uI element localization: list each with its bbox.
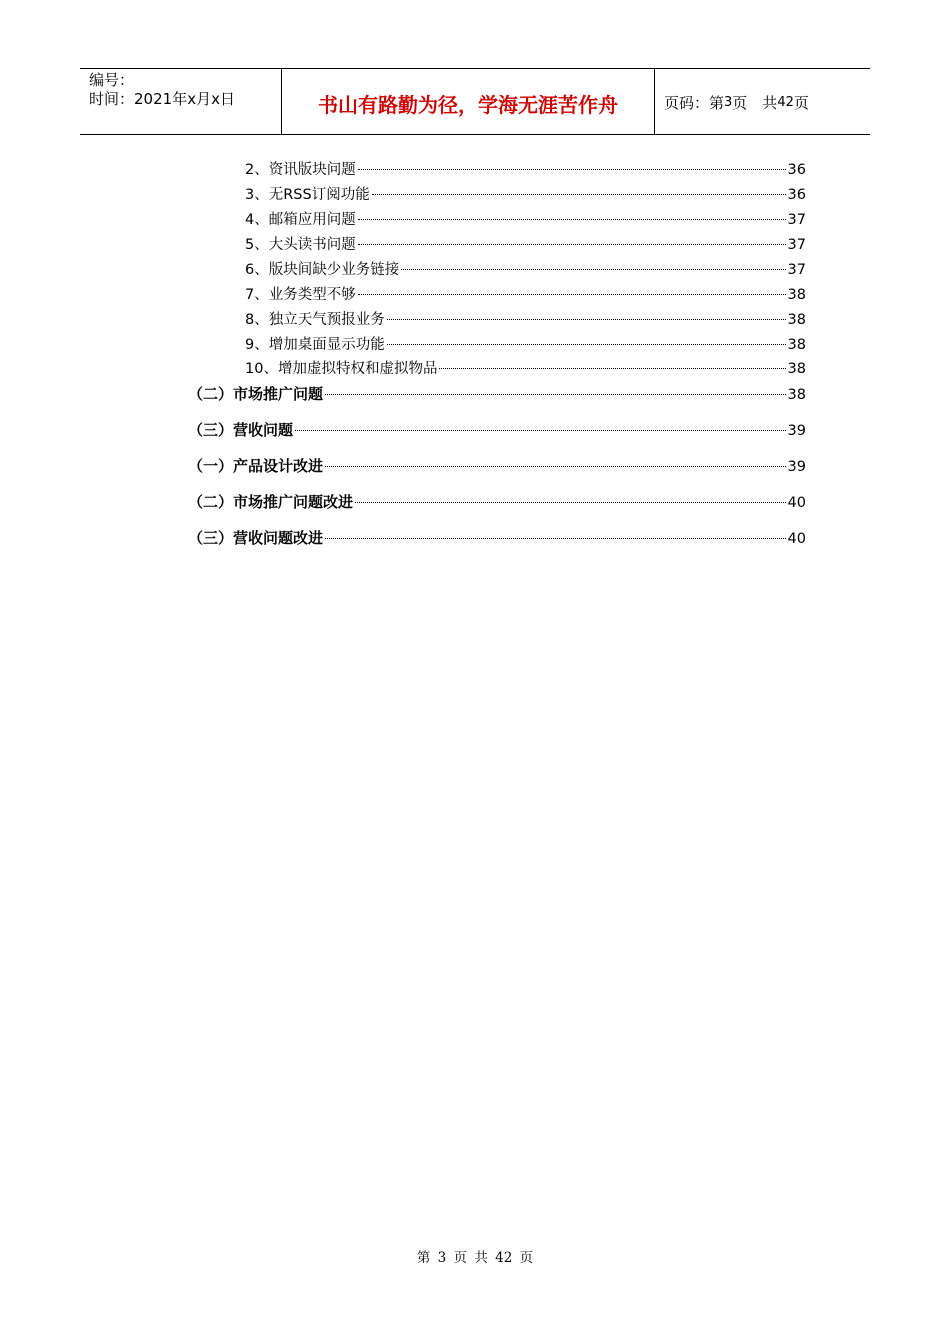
toc-entry-page: 40 <box>787 495 806 511</box>
toc-entry-page: 38 <box>787 287 806 303</box>
document-number-label: 编号： <box>89 71 135 89</box>
toc-entry-page: 38 <box>787 361 806 377</box>
toc-entry-page: 39 <box>787 459 806 475</box>
toc-leader <box>358 219 786 220</box>
page-mid: 页 共 <box>732 94 778 112</box>
toc-entry-label: （二）市场推广问题 <box>188 385 324 403</box>
toc-leader <box>325 466 786 467</box>
toc-leader <box>387 344 786 345</box>
toc-leader <box>439 368 785 369</box>
page-prefix: 页码：第 <box>664 94 725 112</box>
toc-entry-page: 36 <box>787 187 806 203</box>
toc-entry-page: 38 <box>787 337 806 353</box>
toc-entry[interactable] <box>188 455 806 477</box>
header-page-indicator <box>655 69 870 134</box>
toc-entry[interactable] <box>245 284 806 306</box>
toc-entry-page: 38 <box>787 312 806 328</box>
toc-entry[interactable] <box>245 358 806 380</box>
toc-entry[interactable] <box>188 491 806 513</box>
toc-entry-label: 3、无RSS订阅功能 <box>245 187 370 203</box>
toc-entry-label: （一）产品设计改进 <box>188 457 324 475</box>
toc-entry-label: 10、增加虚拟特权和虚拟物品 <box>245 361 438 377</box>
toc-leader <box>295 430 786 431</box>
page-header <box>80 68 870 135</box>
toc-entry-page: 37 <box>787 237 806 253</box>
toc-entry[interactable] <box>188 419 806 441</box>
toc-entry-page: 37 <box>787 262 806 278</box>
header-meta <box>80 69 282 134</box>
toc-entry[interactable] <box>245 159 806 181</box>
toc-entry-page: 39 <box>787 423 806 439</box>
toc-entry-label: （三）营收问题改进 <box>188 529 324 547</box>
toc-entry[interactable] <box>188 527 806 549</box>
toc-entry-label: 2、资讯版块问题 <box>245 162 356 178</box>
toc-entry-label: 7、业务类型不够 <box>245 287 356 303</box>
toc-entry-page: 40 <box>787 531 806 547</box>
toc-entry-label: 4、邮箱应用问题 <box>245 212 356 228</box>
document-date <box>89 90 281 109</box>
toc-entry-label: （二）市场推广问题改进 <box>188 493 354 511</box>
page-total: 42 <box>777 95 794 110</box>
header-motto: 书山有路勤为径，学海无涯苦作舟 <box>282 69 655 134</box>
toc-entry[interactable] <box>245 209 806 231</box>
date-label: 时间： <box>89 90 135 108</box>
toc-leader <box>401 269 785 270</box>
toc-leader <box>358 244 786 245</box>
date-value: 2021年x月x日 <box>134 90 235 108</box>
toc-entry[interactable] <box>188 383 806 405</box>
toc-entry-label: 8、独立天气预报业务 <box>245 312 385 328</box>
toc-entry[interactable] <box>245 309 806 331</box>
toc-entry[interactable] <box>245 234 806 256</box>
toc-leader <box>325 394 786 395</box>
page-footer: 第 3 页 共 42 页 <box>416 1250 534 1266</box>
toc-entry-label: 9、增加桌面显示功能 <box>245 337 385 353</box>
toc-leader <box>372 194 786 195</box>
page-current: 3 <box>724 95 733 110</box>
toc-entry-label: 6、版块间缺少业务链接 <box>245 262 400 278</box>
toc-entry-page: 37 <box>787 212 806 228</box>
toc-leader <box>358 169 786 170</box>
toc-entry[interactable] <box>245 184 806 206</box>
toc-entry[interactable] <box>245 259 806 281</box>
toc-entry-page: 36 <box>787 162 806 178</box>
toc-leader <box>325 538 786 539</box>
toc-entry-label: 5、大头读书问题 <box>245 237 356 253</box>
page-suffix: 页 <box>793 94 809 112</box>
toc-entry-label: （三）营收问题 <box>188 421 294 439</box>
toc-leader <box>358 294 786 295</box>
toc-entry[interactable] <box>245 334 806 356</box>
toc-leader <box>355 502 786 503</box>
toc-entry-page: 38 <box>787 387 806 403</box>
toc-leader <box>387 319 786 320</box>
